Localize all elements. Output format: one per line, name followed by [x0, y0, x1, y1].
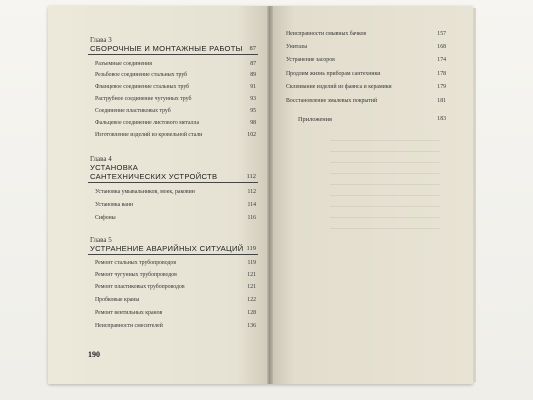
- toc-entry: Резьбовое соединение стальных труб: [95, 72, 188, 78]
- toc-entry: Фальцевое соединение листового металла: [95, 120, 200, 126]
- chapter-4-title: УСТАНОВКА: [90, 163, 139, 172]
- appendix-entry: Приложения: [298, 116, 332, 123]
- toc-entry-page: 128: [247, 310, 256, 316]
- toc-entry: Пробковые краны: [95, 297, 140, 303]
- toc-entry-page: 168: [437, 44, 446, 50]
- toc-entry: Установка умывальников, моек, раковин: [95, 189, 195, 195]
- toc-entry-page: 102: [247, 132, 256, 138]
- appendix-page: 183: [437, 116, 446, 122]
- toc-entry-page: 87: [250, 61, 256, 67]
- toc-entry-page: 89: [250, 72, 256, 78]
- toc-entry-page: 181: [437, 98, 446, 104]
- chapter-5-title-page: 119: [246, 245, 256, 252]
- chapter-4-title: САНТЕХНИЧЕСКИХ УСТРОЙСТВ: [90, 172, 218, 181]
- chapter-3-label: Глава 3: [90, 36, 112, 44]
- toc-entry: Раструбное соединение чугунных труб: [95, 96, 192, 102]
- toc-entry-page: 119: [247, 260, 256, 266]
- toc-entry-page: 116: [247, 215, 256, 221]
- chapter-4-label: Глава 4: [90, 155, 112, 163]
- toc-entry: Ремонт стальных трубопроводов: [95, 260, 177, 266]
- toc-entry-page: 121: [247, 284, 256, 290]
- toc-entry: Устранение засоров: [286, 57, 335, 63]
- page-number: 190: [88, 350, 100, 359]
- toc-entry: Неисправности смесителей: [95, 323, 163, 329]
- toc-entry: Восстановление эмалевых покрытий: [286, 98, 378, 104]
- toc-entry: Продлим жизнь приборам сантехники: [286, 71, 381, 77]
- toc-entry: Разъемные соединения: [95, 61, 152, 67]
- toc-entry: Изготовление изделий из кровельной стали: [95, 132, 203, 138]
- toc-entry: Склеивание изделий из фаянса и керамики: [286, 84, 392, 90]
- toc-entry-page: 91: [250, 84, 256, 90]
- chapter-5-rule: [88, 254, 258, 255]
- toc-entry-page: 122: [247, 297, 256, 303]
- toc-entry-page: 174: [437, 57, 446, 63]
- toc-entry: Ремонт чугунных трубопроводов: [95, 272, 177, 278]
- toc-entry: Ремонт пластиковых трубопроводов: [95, 284, 185, 290]
- toc-entry-page: 98: [250, 120, 256, 126]
- toc-entry-page: 136: [247, 323, 256, 329]
- toc-entry: Неисправности смывных бачков: [286, 31, 367, 37]
- toc-entry: Унитазы: [286, 44, 308, 50]
- toc-entry-page: 157: [437, 31, 446, 37]
- chapter-4-rule: [88, 182, 258, 183]
- page-edge: [473, 8, 476, 382]
- show-through-block: [330, 140, 440, 230]
- toc-entry: Установка ванн: [95, 202, 134, 208]
- toc-entry: Соединение пластиковых труб: [95, 108, 171, 114]
- chapter-3-rule: [88, 54, 258, 55]
- toc-entry: Сифоны: [95, 215, 116, 221]
- chapter-4-title-page: 112: [246, 173, 256, 180]
- toc-entry-page: 114: [247, 202, 256, 208]
- toc-entry: Фланцевое соединение стальных труб: [95, 84, 190, 90]
- toc-entry-page: 179: [437, 84, 446, 90]
- chapter-5-label: Глава 5: [90, 236, 112, 244]
- chapter-3-title-page: 87: [249, 45, 256, 52]
- toc-entry-page: 93: [250, 96, 256, 102]
- chapter-3-title: СБОРОЧНЫЕ И МОНТАЖНЫЕ РАБОТЫ: [90, 44, 243, 53]
- toc-entry-page: 112: [247, 189, 256, 195]
- toc-entry-page: 121: [247, 272, 256, 278]
- chapter-5-title: УСТРАНЕНИЕ АВАРИЙНЫХ СИТУАЦИЙ: [90, 244, 244, 253]
- toc-entry: Ремонт вентильных кранов: [95, 310, 163, 316]
- toc-entry-page: 178: [437, 71, 446, 77]
- toc-entry-page: 95: [250, 108, 256, 114]
- book-gutter: [267, 6, 273, 384]
